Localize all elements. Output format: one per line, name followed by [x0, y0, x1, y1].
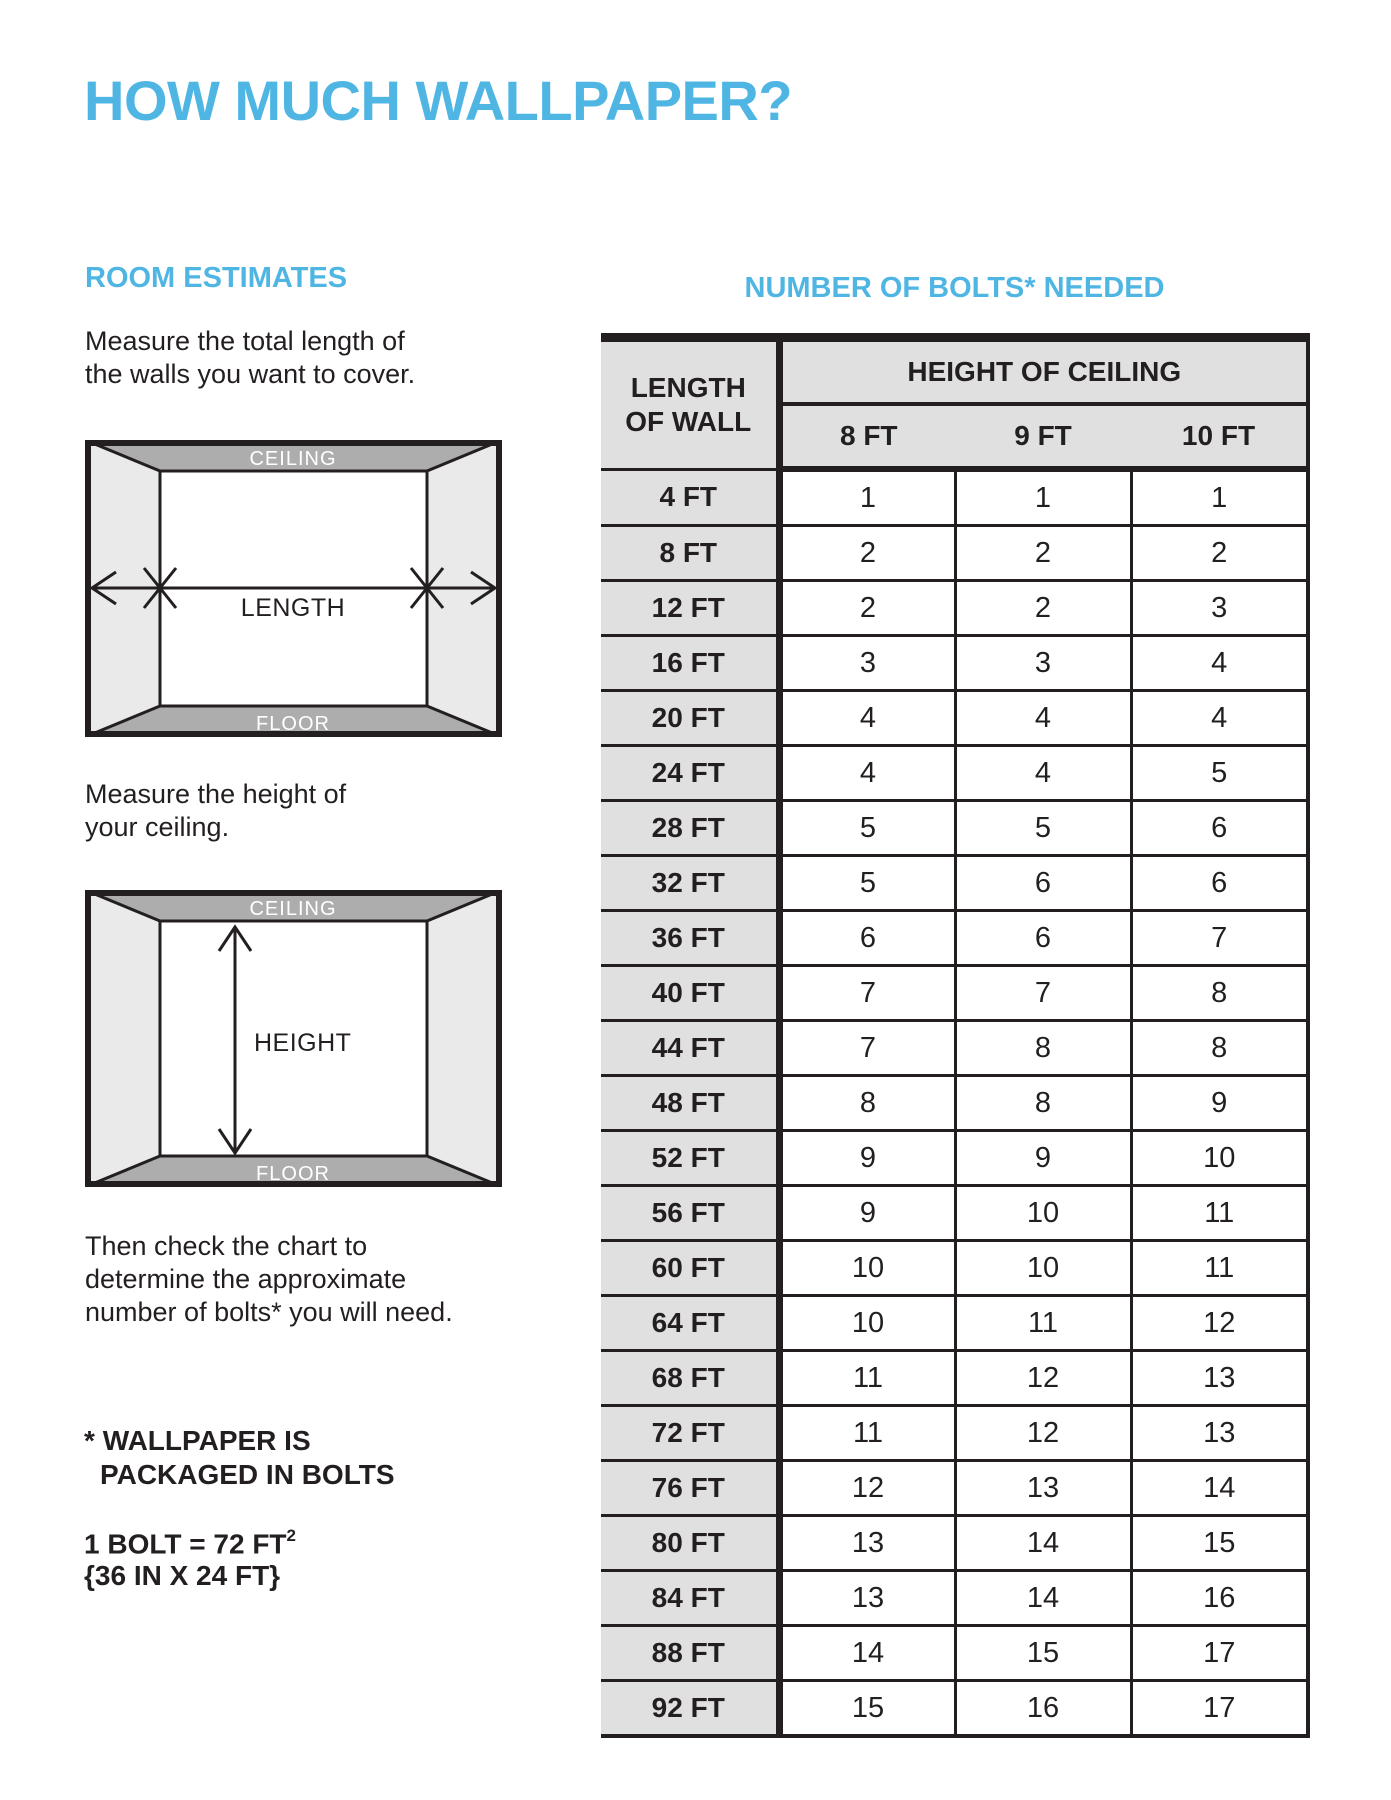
paragraph-line: Then check the chart to	[85, 1231, 368, 1261]
bolt-count-cell: 6	[1131, 856, 1308, 911]
table-row	[601, 1021, 1308, 1076]
bolts-needed-heading: NUMBER OF BOLTS* NEEDED	[744, 272, 1165, 304]
bolts-table-container	[601, 333, 1310, 1738]
bolt-count-cell: 2	[779, 581, 955, 636]
row-length-label: 88 FT	[601, 1626, 779, 1681]
bolt-count-cell: 11	[1131, 1186, 1308, 1241]
bolt-count-cell: 2	[955, 581, 1131, 636]
row-length-label: 16 FT	[601, 636, 779, 691]
bolt-count-cell: 4	[1131, 636, 1308, 691]
floor-label: FLOOR	[256, 1163, 330, 1185]
table-row	[601, 1131, 1308, 1186]
bolt-count-cell: 1	[955, 469, 1131, 526]
row-length-label: 40 FT	[601, 966, 779, 1021]
bolt-count-cell: 13	[1131, 1406, 1308, 1461]
check-chart-paragraph	[85, 1230, 453, 1329]
bolt-count-cell: 2	[955, 526, 1131, 581]
bolt-count-cell: 13	[779, 1571, 955, 1626]
table-row	[601, 1516, 1308, 1571]
height-of-ceiling-header: HEIGHT OF CEILING	[779, 338, 1308, 405]
bolt-count-cell: 2	[1131, 526, 1308, 581]
room-length-diagram	[85, 440, 502, 737]
bolt-count-cell: 3	[779, 636, 955, 691]
row-length-label: 28 FT	[601, 801, 779, 856]
room-estimates-heading: ROOM ESTIMATES	[85, 262, 348, 294]
table-row	[601, 1351, 1308, 1406]
bolt-count-cell: 9	[955, 1131, 1131, 1186]
footnote-line: PACKAGED IN BOLTS	[100, 1459, 395, 1490]
paragraph-line: the walls you want to cover.	[85, 359, 416, 389]
bolt-count-cell: 7	[779, 966, 955, 1021]
table-header-row-1	[601, 338, 1308, 405]
bolt-count-cell: 14	[1131, 1461, 1308, 1516]
height-label: HEIGHT	[254, 1029, 352, 1057]
paragraph-line: Measure the height of	[85, 779, 347, 809]
bolt-count-cell: 9	[779, 1131, 955, 1186]
table-row	[601, 746, 1308, 801]
row-length-label: 80 FT	[601, 1516, 779, 1571]
bolt-count-cell: 13	[1131, 1351, 1308, 1406]
row-length-label: 48 FT	[601, 1076, 779, 1131]
table-row	[601, 966, 1308, 1021]
bolt-count-cell: 14	[779, 1626, 955, 1681]
bolt-count-cell: 8	[1131, 966, 1308, 1021]
bolt-count-cell: 2	[779, 526, 955, 581]
bolt-count-cell: 6	[1131, 801, 1308, 856]
bolt-count-cell: 8	[955, 1076, 1131, 1131]
bolt-count-cell: 4	[955, 691, 1131, 746]
bolt-count-cell: 3	[1131, 581, 1308, 636]
bolt-count-cell: 8	[779, 1076, 955, 1131]
bolt-count-cell: 11	[779, 1351, 955, 1406]
table-row	[601, 1571, 1308, 1626]
wallpaper-bolts-footnote	[84, 1424, 395, 1492]
row-length-label: 68 FT	[601, 1351, 779, 1406]
col-header-8ft: 8 FT	[779, 404, 955, 469]
bolt-count-cell: 1	[779, 469, 955, 526]
bolt-count-cell: 7	[779, 1021, 955, 1076]
col-header-9ft: 9 FT	[955, 404, 1131, 469]
bolt-count-cell: 4	[779, 691, 955, 746]
bolt-count-cell: 8	[955, 1021, 1131, 1076]
length-label: LENGTH	[240, 594, 346, 622]
table-row	[601, 691, 1308, 746]
row-length-label: 84 FT	[601, 1571, 779, 1626]
table-row	[601, 1406, 1308, 1461]
bolt-count-cell: 16	[1131, 1571, 1308, 1626]
bolt-count-cell: 3	[955, 636, 1131, 691]
row-length-label: 32 FT	[601, 856, 779, 911]
bolt-count-cell: 11	[955, 1296, 1131, 1351]
paragraph-line: number of bolts* you will need.	[85, 1297, 453, 1327]
bolt-equation: 1 BOLT = 72 $FT^2$	[84, 1526, 296, 1560]
bolt-count-cell: 7	[955, 966, 1131, 1021]
bolt-count-cell: 12	[779, 1461, 955, 1516]
bolt-count-cell: 8	[1131, 1021, 1308, 1076]
bolt-count-cell: 6	[779, 911, 955, 966]
table-row	[601, 856, 1308, 911]
row-length-label: 12 FT	[601, 581, 779, 636]
row-length-label: 44 FT	[601, 1021, 779, 1076]
row-length-label: 36 FT	[601, 911, 779, 966]
row-length-label: 20 FT	[601, 691, 779, 746]
bolt-count-cell: 10	[955, 1186, 1131, 1241]
paragraph-line: Measure the total length of	[85, 326, 405, 356]
table-row	[601, 1241, 1308, 1296]
bolt-count-cell: 14	[955, 1516, 1131, 1571]
table-row	[601, 1296, 1308, 1351]
bolt-count-cell: 13	[955, 1461, 1131, 1516]
bolt-count-cell: 5	[955, 801, 1131, 856]
bolt-count-cell: 12	[955, 1406, 1131, 1461]
bolt-count-cell: 11	[779, 1406, 955, 1461]
room-height-diagram	[85, 890, 502, 1187]
bolt-size-info	[84, 1522, 296, 1592]
bolt-count-cell: 4	[1131, 691, 1308, 746]
row-length-label: 76 FT	[601, 1461, 779, 1516]
paragraph-line: your ceiling.	[85, 812, 230, 842]
asterisk: *	[84, 1425, 95, 1456]
bolt-count-cell: 15	[779, 1681, 955, 1737]
table-row	[601, 801, 1308, 856]
table-row	[601, 1681, 1308, 1737]
col-header-10ft: 10 FT	[1131, 404, 1308, 469]
bolt-count-cell: 13	[779, 1516, 955, 1571]
bolt-count-cell: 5	[779, 856, 955, 911]
row-length-label: 4 FT	[601, 469, 779, 526]
bolt-count-cell: 15	[955, 1626, 1131, 1681]
bolt-count-cell: 12	[955, 1351, 1131, 1406]
bolt-count-cell: 7	[1131, 911, 1308, 966]
bolt-count-cell: 17	[1131, 1681, 1308, 1737]
table-row	[601, 581, 1308, 636]
bolt-count-cell: 10	[955, 1241, 1131, 1296]
table-row	[601, 1626, 1308, 1681]
bolt-count-cell: 1	[1131, 469, 1308, 526]
paragraph-line: determine the approximate	[85, 1264, 407, 1294]
table-row	[601, 636, 1308, 691]
row-length-label: 92 FT	[601, 1681, 779, 1737]
superscript-2: 2	[286, 1526, 296, 1545]
bolt-count-cell: 15	[1131, 1516, 1308, 1571]
table-row	[601, 526, 1308, 581]
row-length-label: 24 FT	[601, 746, 779, 801]
bolt-count-cell: 11	[1131, 1241, 1308, 1296]
page-title: HOW MUCH WALLPAPER?	[84, 69, 793, 132]
bolt-count-cell: 6	[955, 856, 1131, 911]
table-row	[601, 911, 1308, 966]
bolt-count-cell: 10	[779, 1296, 955, 1351]
ceiling-label: CEILING	[249, 898, 337, 920]
measure-length-paragraph	[85, 325, 415, 391]
measure-height-paragraph	[85, 778, 346, 844]
length-of-wall-header: LENGTH OF WALL	[601, 338, 779, 470]
bolt-count-cell: 5	[1131, 746, 1308, 801]
bolt-count-cell: 4	[779, 746, 955, 801]
bolt-count-cell: 6	[955, 911, 1131, 966]
row-length-label: 64 FT	[601, 1296, 779, 1351]
table-row	[601, 1461, 1308, 1516]
row-length-label: 72 FT	[601, 1406, 779, 1461]
floor-label: FLOOR	[256, 713, 330, 735]
bolt-count-cell: 9	[779, 1186, 955, 1241]
table-row	[601, 1186, 1308, 1241]
bolt-count-cell: 9	[1131, 1076, 1308, 1131]
table-row	[601, 1076, 1308, 1131]
bolt-count-cell: 12	[1131, 1296, 1308, 1351]
bolt-table-body	[601, 469, 1308, 1736]
row-length-label: 56 FT	[601, 1186, 779, 1241]
row-length-label: 60 FT	[601, 1241, 779, 1296]
footnote-line: * WALLPAPER IS	[84, 1425, 311, 1456]
bolt-dimensions: {36 IN X 24 FT}	[84, 1560, 281, 1592]
bolt-count-cell: 10	[779, 1241, 955, 1296]
ceiling-label: CEILING	[249, 448, 337, 470]
row-length-label: 8 FT	[601, 526, 779, 581]
bolt-count-cell: 16	[955, 1681, 1131, 1737]
bolts-table	[601, 333, 1310, 1738]
bolt-count-cell: 10	[1131, 1131, 1308, 1186]
bolt-count-cell: 17	[1131, 1626, 1308, 1681]
bolt-count-cell: 5	[779, 801, 955, 856]
row-length-label: 52 FT	[601, 1131, 779, 1186]
bolt-count-cell: 14	[955, 1571, 1131, 1626]
bolt-count-cell: 4	[955, 746, 1131, 801]
table-row	[601, 469, 1308, 526]
